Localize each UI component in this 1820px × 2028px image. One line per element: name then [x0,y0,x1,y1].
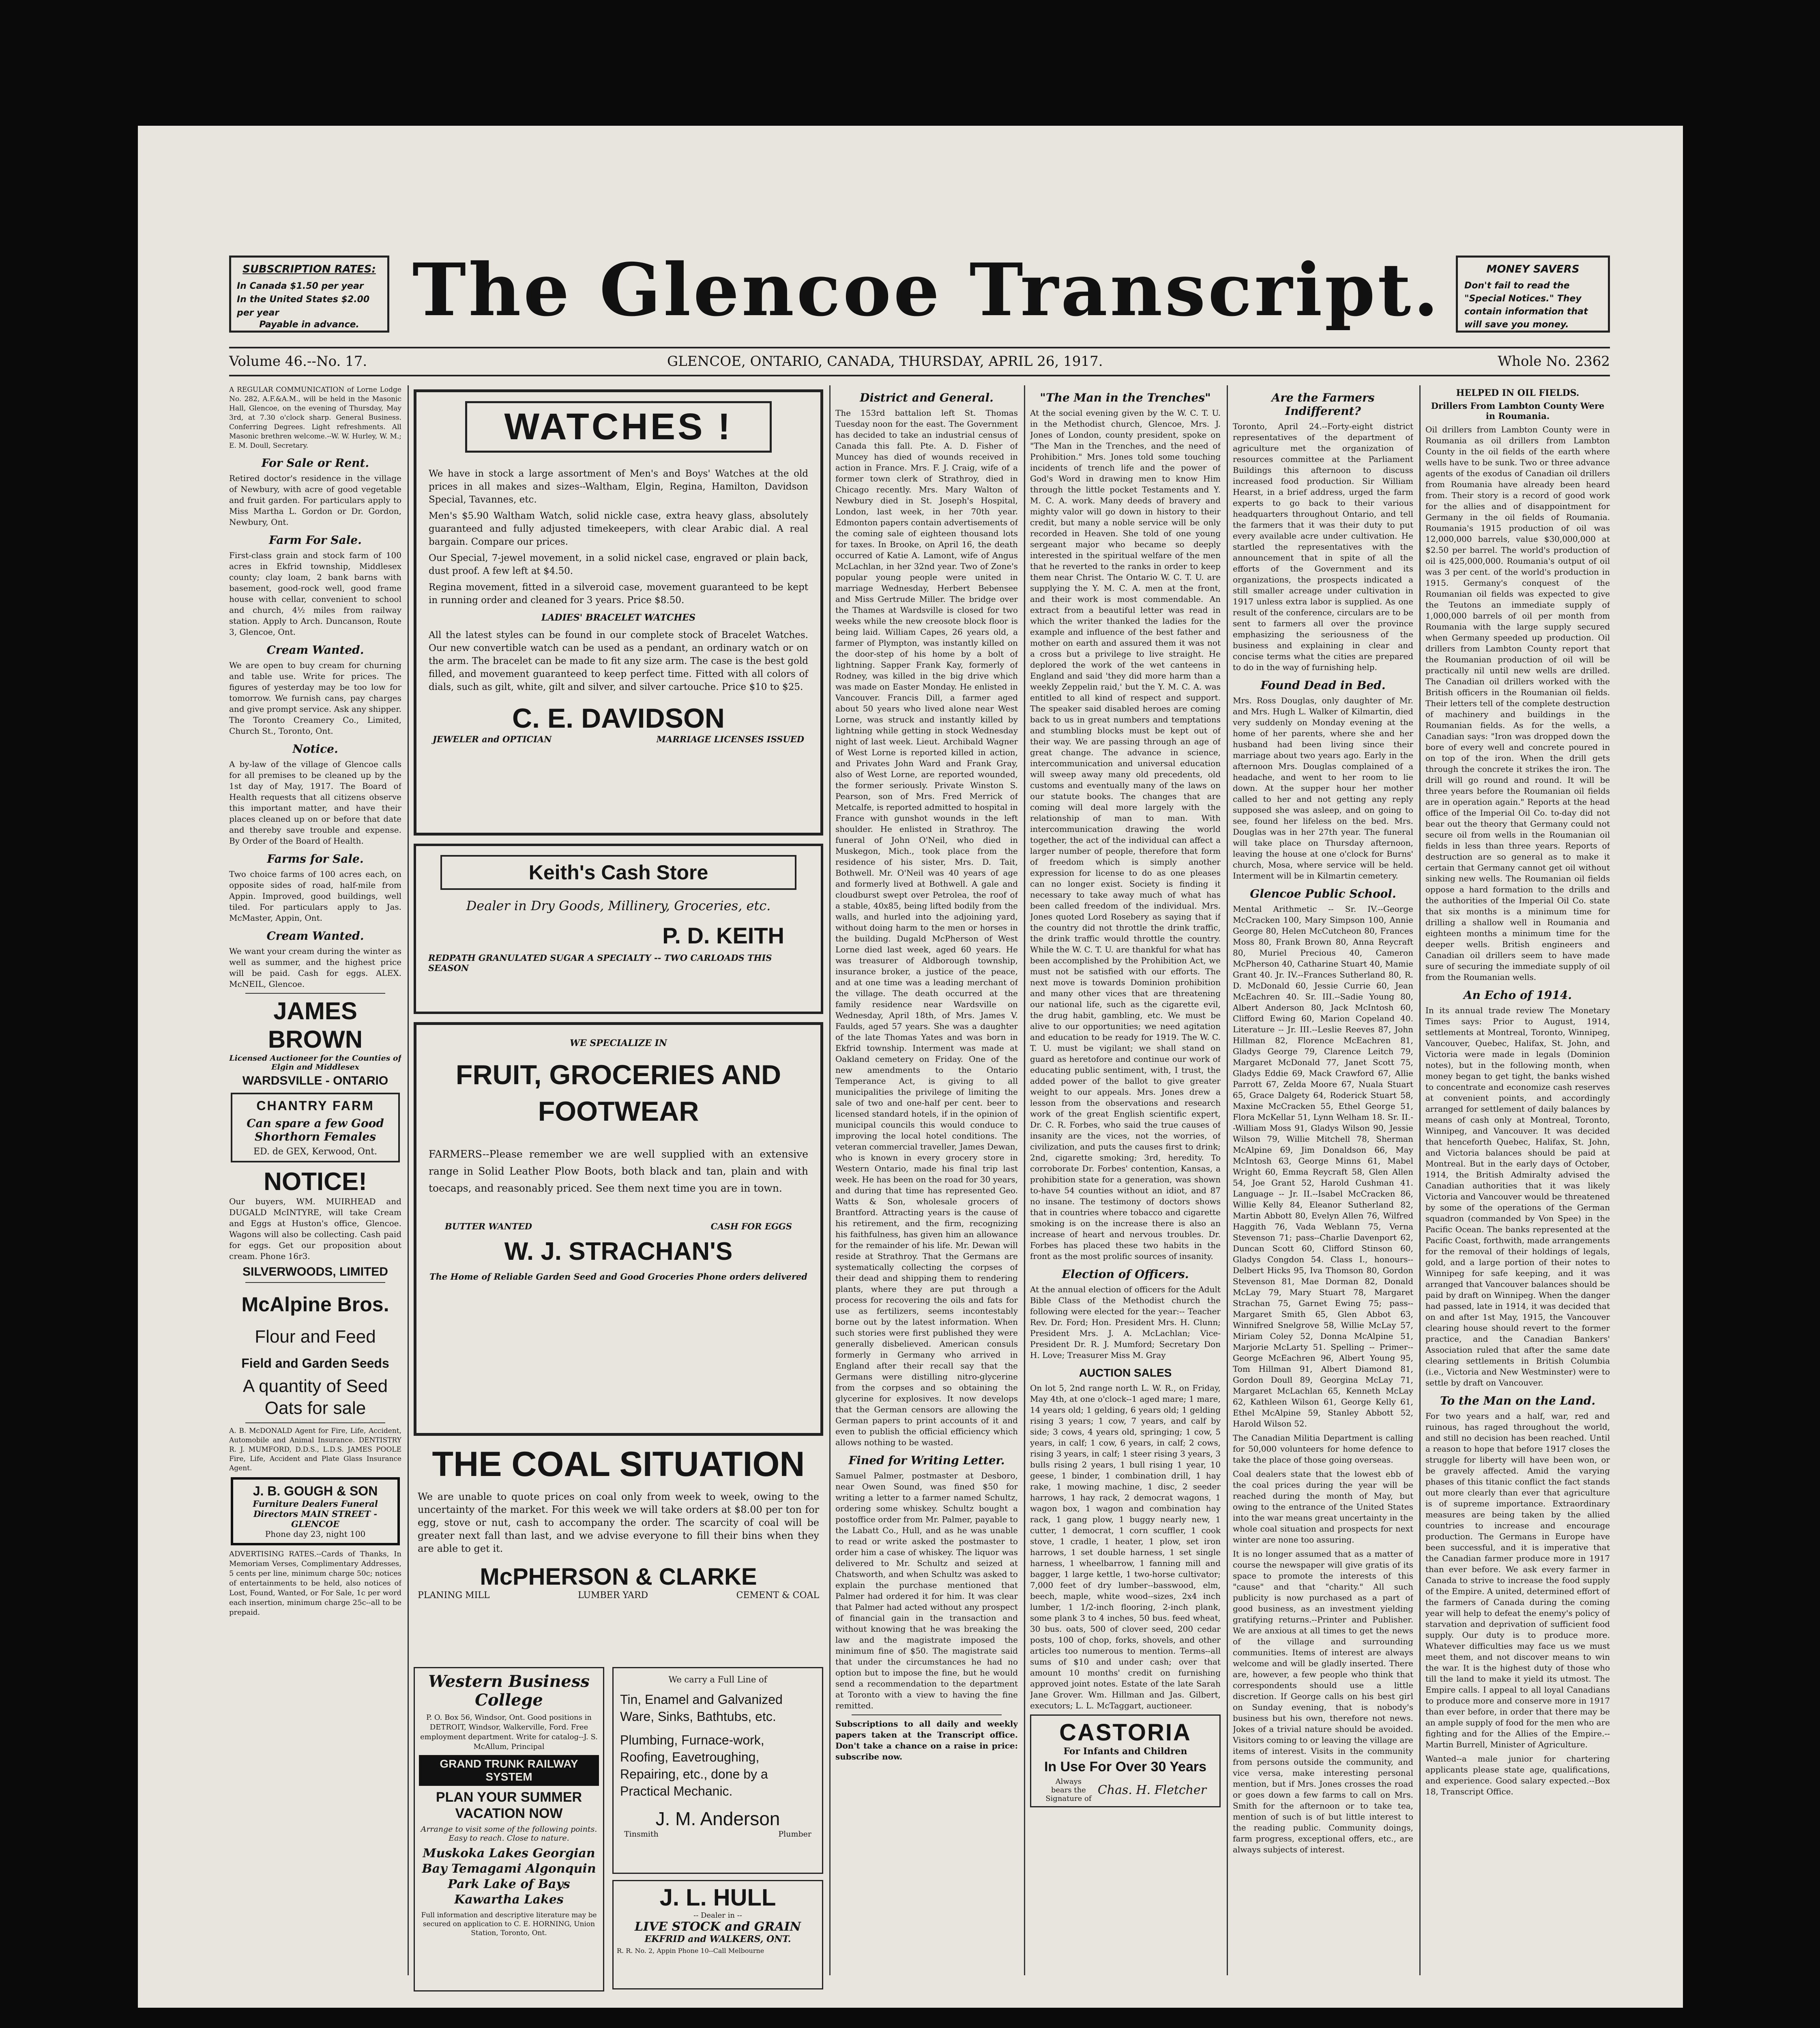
gough-box [231,1477,400,1545]
trenches-heading: "The Man in the Trenches" [1040,391,1211,404]
castoria-use: In Use For Over 30 Years [1044,1759,1207,1774]
helped-subheading: Drillers From Lambton County Were in Roumania. [1431,401,1605,421]
column-district-news [835,385,1018,1991]
mcalpine-seeds: Field and Garden Seeds [241,1356,389,1371]
mcpherson-lumber: LUMBER YARD [577,1590,648,1600]
hull-dealer: -- Dealer in -- [693,1911,742,1920]
butter-wanted: BUTTER WANTED [445,1221,532,1231]
echo-heading: An Echo of 1914. [1463,988,1572,1002]
notice-big-body: Our buyers, WM. MUIRHEAD and DUGALD McINTYRE, will take Cream and Eggs at Huston's office, Glencoe. Wagons will also be collecting. Cash paid for eggs. Get our proposition about cream. Phone 16r3. [229,1197,401,1261]
vacation-heading: PLAN YOUR SUMMER VACATION NOW [436,1790,582,1821]
helped-body: Oil drillers from Lambton County were in Roumania as oil drillers from Lambton County in the oil fields of the earth where wells have to be sunk. Two or three advance agents of the exodus of Canadian oil drillers from Roumania have already been heard from. Their story is a record of good work for the allies and of disappointment for Germany in the oil fields of Roumania. Roumania's 1915 production of oil was 12,000,000 barrels, value $30,000,000 at $2.50 per barrel. The world's production of oil is 425,000,000. Roumania's output of oil was 3 per cent. of the world's production in 1915. Germany's conquest of the Roumanian oil fields was expected to give the Teutons an immediate supply of 1,000,000 barrels of oil per month from Roumania with the large supply secured when Germany speeded up production. Oil drillers from Lambton County report that the Roumanian production of oil will be practically nil until new wells are drilled. The Canadian oil drillers worked with the British officers in the Roumanian oil fields. Their letters tell of the complete destruction of machinery and buildings in the Roumanian fields. As for the wells, a Canadian says: "Iron was dropped down the bore of every well and concrete poured in on top of the iron. When the drill gets through the concrete it strikes the iron. The drill will go round and round. It will be three years before the Roumanian oil fields are in operation again." Reports at the head office of the Imperial Oil Co. to-day did not bear out the theory that Germany could not secure oil from wells in the Roumanian oil fields in less than three years. Reports of destruction are so general as to make it certain that Germany cannot get oil without sinking new wells. The Roumanian oil fields oppose a hard formation to the drills and the authorities of the Imperial Oil Co. state that six months is a minimum time for drilling a shallow well in Roumania and eighteen months a minimum time for the deeper wells. British engineers and Canadian oil drillers seem to have made sure of securing the immediate supply of oil from the Roumanian wells. [1425,425,1610,982]
chantry-signature: ED. de GEX, Kerwood, Ont. [253,1147,378,1157]
keith-ad [414,844,823,1014]
election-heading: Election of Officers. [1062,1268,1189,1281]
column-rule [1024,385,1025,1975]
cream-body: We are open to buy cream for churning and table use. Write for prices. The figures of yesterday may be too low for tomorrow. We furnish cans, pay charges and give prompt service. Ask any shipper. The Toronto Creamery Co., Limited, Church St., Toronto, Ont. [229,660,401,736]
tin-body: Tin, Enamel and Galvanized Ware, Sinks, Bathtubs, etc. [620,1692,783,1724]
hull-place: EKFRID and WALKERS, ONT. [644,1934,791,1944]
gough-phone: Phone day 23, night 100 [265,1529,366,1539]
found-dead-body: Mrs. Ross Douglas, only daughter of Mr. and Mrs. Hugh L. Walker of Kilmartin, died very suddenly on Monday evening at the home of her parents, where she and her husband had been living since their marriage about two years ago. Early in the afternoon Mrs. Douglas complained of a headache, and went to her room to lie down. At the supper hour her mother called to her and not getting any reply supposed she was asleep, and on going to see, found her lifeless on the bed. Mrs. Douglas was in her 27th year. The funeral will take place on Thursday afternoon, leaving the house at one o'clock for Burns' church, Mosa, where service will be held. Interment will be in Kilmartin cemetery. [1233,696,1413,881]
davidson-jeweler: JEWELER and OPTICIAN [433,734,552,744]
newspaper-title: The Glencoe Transcript. [412,247,1441,332]
castoria-ad [1030,1714,1221,1807]
notice-big-heading: NOTICE! [264,1168,367,1196]
anderson-plumber: Plumber [778,1830,811,1839]
subscribe-notice: Subscriptions to all daily and weekly papers taken at the Transcript office. Don't take a chance on a raise in price: subscribe now. [835,1719,1018,1762]
chantry-sub: Can spare a few Good Shorthorn Females [247,1117,384,1143]
date-place: GLENCOE, ONTARIO, CANADA, THURSDAY, APRIL 26, 1917. [667,353,1103,370]
mcpherson-planing: PLANING MILL [418,1590,490,1600]
keith-sugar: REDPATH GRANULATED SUGAR A SPECIALTY -- TWO CARLOADS THIS SEASON [428,953,772,973]
column-farmers [1233,385,1413,1991]
for-sale-body: Retired doctor's residence in the village of Newbury, with acre of good vegetable and fruit garden. For particulars apply to Miss Martha L. Gordon or Dr. Gordon, Newbury, Ont. [229,473,401,527]
mcalpine-name: McAlpine Bros. [241,1293,389,1316]
keith-heading: Keith's Cash Store [440,855,796,890]
mcalpine-oats: A quantity of Seed Oats for sale [243,1376,388,1418]
subscription-line-canada: In Canada $1.50 per year [237,281,364,291]
gtr-banner: GRAND TRUNK RAILWAY SYSTEM [419,1755,599,1786]
farmers-indifferent-heading: Are the Farmers Indifferent? [1271,391,1375,418]
district-heading: District and General. [860,391,994,404]
keith-name: P. D. KEITH [662,923,784,948]
farm-heading: Farm For Sale. [269,533,362,547]
davidson-sub [429,734,808,744]
echo-body: In its annual trade review The Monetary Times says: Prior to August, 1914, settlements at Montreal, Toronto, Winnipeg, Vancouver, Quebec, Halifax, St. John, and Victoria were made in legals (Dominion notes), but in the following month, when money began to get tight, the banks wished to concentrate and economize cash reserves at convenient points, and accordingly arranged for settlement of daily balances by means of cash only at Montreal, Toronto, Winnipeg, and Vancouver. It was decided that henceforth Quebec, Halifax, St. John, and Victoria balances should be paid at Montreal. But in the early days of October, 1914, the British Admiralty advised the Canadian authorities that it was likely Victoria and Vancouver would be threatened by some of the operations of the German squadron (commanded by Von Spee) in the Pacific Ocean. The banks represented at the Pacific Coast, forthwith, made arrangements for the removal of their holdings of legals, gold, and a large portion of their notes to Winnipeg for safe keeping, and it was arranged that Vancouver balances should be paid by draft on Winnipeg. When the danger had passed, late in 1914, it was decided that on and after 1st May, 1915, the Vancouver clearing house should revert to the former practice, and the Canadian Bankers' Association ruled that after the same date clearing settlements in British Columbia (i.e., Victoria and New Westminster) were to settle by draft on Vancouver. [1425,1005,1610,1388]
james-brown-sub: Licensed Auctioneer for the Counties of Elgin and Middlesex [229,1054,401,1072]
anderson-ad [612,1667,823,1874]
mcpherson-sub [414,1590,823,1600]
divider [245,1422,385,1423]
gough-name: J. B. GOUGH & SON [253,1484,378,1498]
tin-heading: We carry a Full Line of [668,1675,767,1684]
subscription-heading: SUBSCRIPTION RATES: [243,263,376,275]
strachan-sub: The Home of Reliable Garden Seed and Good Groceries Phone orders delivered [429,1272,807,1282]
silverwoods: SILVERWOODS, LIMITED [243,1265,388,1278]
column-classifieds [229,385,401,1991]
found-dead-heading: Found Dead in Bed. [1260,679,1386,692]
column-rule [829,385,831,1975]
james-brown-place: WARDSVILLE - ONTARIO [242,1074,388,1087]
farms-heading: Farms for Sale. [267,852,364,866]
mcpherson-name: McPHERSON & CLARKE [480,1564,757,1590]
notice-body: A by-law of the village of Glencoe calls for all premises to be cleaned up by the 1st day of May, 1917. The Board of Health requests that all citizens observe this important matter, and have their places cleaned up on or before that date and thereby save trouble and expense. By Order of the Board of Health. [229,759,401,846]
bracelet-body: All the latest styles can be found in our complete stock of Bracelet Watches. Our new convertible watch can be used as a pendant, an ordinary watch or on the arm. The bracelet can be made to fit any size arm. The case is the best gold filled, and movement guaranteed to keep perfect time. Fitted with all colors of dials, such as gilt, white, gilt and silver, and silver cartouche. Price $10 to $25. [429,630,808,692]
mcalpine-flour: Flour and Feed [255,1327,376,1347]
advertising-rates: ADVERTISING RATES.--Cards of Thanks, In Memoriam Verses, Complimentary Addresses, 5 cents per line, minimum charge 50c; notices of entertainments to be held, also notices of Lost, Found, Wanted, or For Sale, 1c per word each insertion, minimum charge 25c--all to be prepaid. [229,1550,401,1617]
vacation-body: Arrange to visit some of the following points. Easy to reach. Close to nature. [421,1825,597,1843]
column-oil-fields [1425,385,1610,1991]
subscription-line-advance: Payable in advance. [259,320,359,330]
election-body: At the annual election of officers for the Adult Bible Class of the Methodist church the following were elected for the year:-- Teacher Rev. Dr. Ford; Hon. President Mrs. H. Clunn; President Mrs. J. A. McLachlan; Vice-President Dr. R. J. Mumford; Secretary Don H. Love; Treasurer Miss M. Gray [1030,1285,1221,1360]
fined-body: Samuel Palmer, postmaster at Desboro, near Owen Sound, was fined $50 for writing a letter to a farmer named Schultz, ordering some whiskey. Schultz bought a postoffice order from Mr. Palmer, payable to the Labatt Co., Hull, and as he was unable to read or write asked the postmaster to order him a case of whiskey. The liquor was delivered to Mr. Schultz and seized at Chatsworth, and when Schultz was asked to explain the purchase mentioned that Palmer had ordered it for him. It was clear that Palmer had acted without any prospect of financial gain in the transaction and without knowing that he was breaking the law and the magistrate imposed the minimum fine of $50. The magistrate said that under the circumstances he had no option but to impose the fine, but he would send a recommendation to the department at Toronto with a view to having the fine remitted. [835,1471,1018,1710]
fruit-heading: FRUIT, GROCERIES AND FOOTWEAR [455,1059,781,1127]
subscription-box [229,256,389,333]
publicity-body: It is no longer assumed that as a matter of course the newspaper will give gratis of its space to promote the interests of this "cause" and that "charity." All such publicity is now purchased as a part of good business, as an investment yielding gratifying returns.--Printer and Publisher. We are anxious at all times to get the news of the village and surrounding communities. Items of interest are always welcome and will be gladly inserted. There are, however, a few people who think that correspondents should use a little discretion. If George calls on his best girl on Sunday evening, that is nobody's business but his own, therefore not news. Jokes of a trivial nature should be avoided. Visitors coming to or leaving the village are items of interest. Visits in the community from persons outside the community, and vice versa, make interesting personal mention, but if Mrs. Jones crosses the road or goes down a few farms to call on Mrs. Smith for the afternoon or to take tea, mention of such is of but little interest to the reading public. Community doings, farm progress, exceptional offers, etc., are always subjects of interest. [1233,1549,1413,1854]
school-body: Mental Arithmetic -- Sr. IV.--George McCracken 100, Mary Simpson 100, Annie George 80, Helen McCutcheon 80, Frances Moss 80, Frank Brown 80, Anna Reycraft 80, Muriel Precious 40, Cameron McPherson 40, Catharine Stuart 40, Mamie Grant 40. Jr. IV.--Frances Sutherland 80, R. D. McDonald 60, Jessie Currie 60, Jean McEachren 40. Sr. III.--Sadie Young 80, Albert Anderson 80, Jack McIntosh 60, Clifford Ewing 60, Marion Copeland 40. Literature -- Jr. III.--Leslie Reeves 87, John Hillman 82, Florence McEachren 81, Gladys George 79, Clarence Leitch 79, Margaret McDonald 77, Janet Scott 75, Gladys Eddie 69, Mack Crawford 67, Allie Parrott 67, Zelda Moore 67, Nuala Stuart 65, Grace Dalgety 64, Roderick Stuart 58, Maxine McCracken 55, Ethel George 51, Flora McKellar 51, Lynn Welham 18. Sr. II.--William Moss 91, Gladys Wilson 90, Jessie Wilson 79, Willie Mitchell 78, Sherman McAlpine 69, Jim Donaldson 66, May McIntosh 63, George Minns 61, Mabel Wright 60, Emma Reycraft 58, Glen Allen 54, Joe Grant 52, Harold Cushman 41. Language -- Jr. II.--Isabel McCracken 86, Willie Kelly 84, Eleanor Sutherland 82, Martin Abbott 80, Evelyn Allen 76, Wilfred Haggith 76, Vada Weblann 75, Verna Stevenson 71; pass--Charlie Davenport 62, Duncan Scott 60, Clifford Stinson 60, Gladys Congdon 54. Class I., honours--Delbert Hicks 95, Iva Thomson 80, Gordon Stevenson 81, Mae Dorman 82, Donald McLay 79, Mary Stuart 78, Margaret Strachan 75, Garnet Ewing 75; pass--Margaret Smith 65, Glen Abbot 63, Winnifred Snelgrove 58, Willie McLay 57, Miriam Coley 52, Donna McAlpine 51, Marjorie McLarty 51. Spelling -- Primer--George McEachren 96, Albert Young 95, Tom Hillman 91, Albert Diamond 81, Gordon Doull 89, Georgina McLay 71, Margaret McLachlan 65, Kenneth McLay 62, Kathleen Wilson 61, George Kelly 61, Ethel McAlpine 59, Stanley Abbott 52, Harold Wilson 52. [1233,904,1413,1429]
strachan-name: W. J. STRACHAN'S [504,1237,733,1265]
castoria-sub: For Infants and Children [1063,1746,1187,1757]
militia-body: The Canadian Militia Department is calling for 50,000 volunteers for home defence to take the place of those going overseas. [1233,1433,1413,1465]
bracelet-heading: LADIES' BRACELET WATCHES [541,612,695,623]
farms-body: Two choice farms of 100 acres each, on opposite sides of road, half-mile from Appin. Improved, good buildings, well tiled. For particulars apply to Jas. McMaster, Appin, Ont. [229,869,401,923]
castoria-signature-row [1034,1777,1216,1803]
land-body: For two years and a half, war, red and ruinous, has raged throughout the world, and still no decision has been reached. Until a reason to hope that before 1917 closes the struggle for liberty will have been won, or be gravely affected. Amid the varying phases of this titanic conflict the fact stands out more clearly than ever that agriculture is of supreme importance. Extraordinary measures are being taken by the allied countries to increase and encourage production. The Germans in Europe have been successful, and it is imperative that the Canadian farmer produce more in 1917 than ever before. We ask every farmer in Canada to strive to increase the food supply of the Empire. A united, determined effort of the farmers of Canada during the coming year will help to defeat the enemy's policy of starvation and deprivation of sufficient food supply. Our duty is to produce more. Whatever difficulties may face us we must meet them, and not discover means to win the war. It is the highest duty of those who till the land to make it yield its utmost. The Empire calls. I appeal to all loyal Canadians to produce more and conserve more in 1917 than ever before, in order that there may be an ample supply of food for the men who are fighting and for the Allies of the Empire.--Martin Burrell, Minister of Agriculture. [1425,1411,1610,1749]
auction-heading: AUCTION SALES [1079,1366,1172,1379]
school-heading: Glencoe Public School. [1250,887,1396,900]
volume-number: Volume 46.--No. 17. [229,353,367,370]
watches-heading: WATCHES ! [465,401,772,453]
masthead-rule-top [229,347,1610,348]
college-name: Western Business College [428,1672,590,1710]
divider [245,993,385,994]
divider [852,1714,1002,1715]
district-body: The 153rd battalion left St. Thomas Tuesday noon for the east. The Government has decided to take an industrial census of Canada this fall. Pte. A. D. Fisher of Muncey has died of wounds received in action in France. Mrs. F. J. Craig, wife of a former town clerk of Strathroy, died in Chicago recently. Mrs. Mary Walton of Newbury died in St. Joseph's Hospital, London, last week, in her 70th year. Edmonton papers contain advertisements of the coming sale of eighteen thousand lots for taxes. In Brooke, on April 16, the death occurred of Katie A. Lamont, wife of Angus McLachlan, in her 32nd year. Two of Zone's popular young people were united in marriage Wednesday, Herbert Bebensee and Miss Gertrude Miller. The bridge over the Thames at Wardsville is closed for two weeks while the new creosote block floor is being laid. William Capes, 26 years old, a farmer of Plympton, was instantly killed on the door-step of his home by a bolt of lightning. Sapper Frank Kay, formerly of Rodney, was killed in the big drive which was made on Easter Monday. He enlisted in Vancouver. Francis Dill, a farmer aged about 50 years who lived alone near West Lorne, was struck and instantly killed by lightning while getting in stock Wednesday night of last week. Lieut. Archibald Wagner of West Lorne is reported killed in action, and Privates John Ward and Frank Gray, also of West Lorne, are reported wounded, the former seriously. Private Winston S. Pearson, son of Mrs. Fred Merrick of Metcalfe, is reported admitted to hospital in France with gunshot wounds in the left shoulder. He enlisted in Strathroy. The funeral of John O'Neil, who died in Muskegon, Mich., took place from the residence of his sister, Mrs. D. Tait, Bothwell. Mr. O'Neil was 40 years of age and formerly lived at Bothwell. A gale and cloudburst swept over Petrolea, the roof of a stable, 40x85, being lifted bodily from the walls, and hurled into the adjoining yard, without doing harm to the men or horses in the building. Dugald McPherson of West Lorne died last week, aged 60 years. He was treasurer of Aldborough township, insurance broker, a justice of the peace, and at one time was a leading merchant of the village. The death occurred at the family residence near Wardsville on Wednesday, April 18th, of Mrs. James V. Faulds, aged 57 years. She was a daughter of the late Thomas Yates and was born in Ekfrid township. Interment was made at Oakland cemetery on Friday. One of the new amendments to the Ontario Temperance Act, is giving to all municipalities the privilege of limiting the sale of two and one-half per cent. beer to licensed standard hotels, if in the opinion of municipal councils this would conduce to improving the local hotel conditions. The veteran commercial traveller, James Dewan, who is known in every grocery store in Western Ontario, made his final trip last week. He has been on the road for 30 years, and during that time has represented Geo. Watts & Son, wholesale grocers of Brantford. Attracting years is the cause of his retirement, and the firm, recognizing his faithfulness, has given him an allowance for the remainder of his life. Mr. Dewan will reside at Strathroy. That the Germans are systematically collecting the corpses of their dead and shipping them to rendering plants, where they are put through a process for recovering the oils and fats for use as fertilizers, seems incontestably borne out by the latest information. When such stories were first published they were generally disbelieved. American consuls formerly in Germany who arrived in England after their recall say that the Germans were distilling nitro-glycerine from the corpses and so obtaining the glycerine for explosives. It now develops that the German censors are allowing the German papers to print accounts of it and even to publish the official efficiency which allows nothing to be wasted. [835,408,1018,1447]
college-body: P. O. Box 56, Windsor, Ont. Good positions in DETROIT, Windsor, Walkerville, Ford. Free employment department. Write for catalog--J. S. McAllum, Principal [420,1713,598,1751]
whole-number: Whole No. 2362 [1498,353,1610,370]
anderson-sub [620,1830,816,1839]
masthead-rule-bottom [229,375,1610,376]
james-brown-name: JAMES BROWN [268,997,363,1053]
coal-heading: THE COAL SITUATION [432,1445,805,1484]
money-savers-body: Don't fail to read the "Special Notices." They contain information that will save you money. [1464,281,1588,330]
college-gtr-ad [414,1667,604,1991]
mcpherson-cement: CEMENT & COAL [736,1590,819,1600]
farmers-indifferent-body: Toronto, April 24.--Forty-eight district representatives of the department of agriculture met the organization of resources committee at the Parliament Buildings this afternoon to discuss increased food production. Sir William Hearst, in a brief address, urged the farm experts to go back to their various headquarters throughout Ontario, and tell the farmers that it was their duty to put every available acre under cultivation. He startled the representatives with the announcement that in spite of all the efforts of the Government and its organizations, the prospects indicated a still smaller acreage under cultivation in 1917 unless extra labor is supplied. As one result of the conference, circulars are to be sent to farmers all over the province emphasizing the seriousness of the business and explaining in clear and concise terms what the cities are prepared to do in the way of furnishing help. [1233,421,1413,672]
cash-for-eggs: CASH FOR EGGS [710,1221,792,1231]
hull-name: J. L. HULL [659,1884,776,1911]
lodge-notice: A REGULAR COMMUNICATION of Lorne Lodge No. 282, A.F.&A.M., will be held in the Masonic Hall, Glencoe, on the evening of Thursday, May 3rd, at 7.30 o'clock sharp. General Business. Conferring Degrees. Light refreshments. All Masonic brethren welcome.--W. W. Hurley, W. M.; E. M. Doull, Secretary. [229,386,401,450]
helped-heading: HELPED IN OIL FIELDS. [1456,388,1580,398]
watches-para-3: Our Special, 7-jewel movement, in a solid nickel case, engraved or plain back, dust proof. A few left at $4.50. [429,553,808,576]
chantry-name: CHANTRY FARM [256,1098,374,1113]
davidson-name: C. E. DAVIDSON [512,703,725,734]
castoria-signature: Chas. H. Fletcher [1097,1783,1207,1797]
coal-body: We are unable to quote prices on coal only from week to week, owing to the uncertainty of the market. For this week we will take orders at $8.00 per ton for egg, stove or nut, cash to accompany the order. The scarcity of coal will be greater next fall than last, and we advise everyone to fill their bins when they are able to get it. [418,1491,819,1554]
money-savers-heading: MONEY SAVERS [1486,263,1580,275]
column-rule [408,385,409,1975]
hull-stock: LIVE STOCK and GRAIN [634,1920,801,1934]
newspaper-page [138,126,1683,2008]
notice-heading: Notice. [292,742,338,756]
wanted-body: Wanted--a male junior for chartering applicants please state age, qualifications, and experience. Good salary expected.--Box 18, Transcript Office. [1425,1754,1610,1796]
keith-sub: Dealer in Dry Goods, Millinery, Groceries, etc. [466,898,771,913]
divider [245,1282,385,1283]
davidson-licenses: MARRIAGE LICENSES ISSUED [656,734,804,744]
anderson-name: J. M. Anderson [655,1808,780,1829]
castoria-name: CASTORIA [1059,1719,1191,1746]
auction-body: On lot 5, 2nd range north L. W. R., on Friday, May 4th, at one o'clock--1 aged mare; 1 mare, 14 years old; 1 gelding, 6 years old; 1 gelding rising 3 years; 1 cow, 7 years, and calf by side; 3 cows, 4 years old, springing; 1 cow, 5 years, in calf; 1 cow, 6 years, in calf; 2 cows, rising 3 years, in calf; 1 steer rising 3 years, 3 bulls rising 2 years, 1 bull rising 1 year, 10 geese, 1 binder, 1 combination drill, 1 hay rake, 1 mowing machine, 1 disc, 2 seeder harrows, 1 hay rack, 2 democrat wagons, 1 wagon box, 1 wagon and combination hay rack, 1 gang plow, 1 buggy nearly new, 1 cutter, 1 democrat, 1 corn scuffler, 1 cook stove, 1 cradle, 1 heater, 1 plow, set iron harrows, 1 set double harness, 1 set single harness, 1 wheelbarrow, 1 fanning mill and bagger, 1 large kettle, 1 two-horse cultivator; 7,000 feet of dry lumber--basswood, elm, beech, maple, white wood--sizes, 2x4 inch lumber, 1 1/2-inch flooring, 2-inch plank, some plank 3 to 4 inches, 50 bus. feed wheat, 30 bus. oats, 500 of clover seed, 200 cedar posts, 100 of chop, forks, shovels, and other articles too numerous to mention. Terms--all sums of $10 and under cash; over that amount 10 months' credit on furnishing approved joint notes. Estate of the late Sarah Jane Grover. Wm. Hillman and Jas. Gilbert, executors; L. L. McTaggart, auctioneer. [1030,1383,1221,1710]
cream2-body: We want your cream during the winter as well as summer, and the highest price will be paid. Cash for eggs. ALEX. McNEIL, Glencoe. [229,946,401,989]
farm-body: First-class grain and stock farm of 100 acres in Ekfrid township, Middlesex county; clay loam, 2 bank barns with basement, good-rock well, good frame house with cellar, convenient to school and church, 4½ miles from railway station. Apply to Arch. Duncanson, Route 3, Glencoe, Ont. [229,550,401,637]
money-savers-box [1456,256,1610,333]
fined-heading: Fined for Writing Letter. [848,1454,1005,1467]
vacation-lakes: Muskoka Lakes Georgian Bay Temagami Algonquin Park Lake of Bays Kawartha Lakes [422,1846,596,1907]
plumbing-body: Plumbing, Furnace-work, Roofing, Eavetroughing, Repairing, etc., done by a Practical Mechanic. [620,1733,768,1798]
anderson-tinsmith: Tinsmith [624,1830,659,1839]
cream2-heading: Cream Wanted. [266,929,364,943]
specialize-label: WE SPECIALIZE IN [570,1038,667,1048]
farmers-body: FARMERS--Please remember we are well supplied with an extensive range in Solid Leather Plow Boots, both black and tan, plain and with toecaps, and reasonably priced. See them next time you are in town. [429,1148,808,1194]
gtr-footer: Full information and descriptive literature may be secured on application to C. E. HORNING, Union Station, Toronto, Ont. [421,1911,597,1937]
land-heading: To the Man on the Land. [1440,1394,1596,1407]
coal-dealers-body: Coal dealers state that the lowest ebb of the coal prices during the year will be reached during the month of May, but owing to the entrance of the United States into the war means great uncertainty in the whole coal situation and prospects for next winter are none too assuring. [1233,1469,1413,1545]
column-rule [1419,385,1421,1975]
trenches-body: At the social evening given by the W. C. T. U. in the Methodist church, Glencoe, Mrs. J. Jones of London, county president, spoke on "The Man in the Trenches, and the need of Prohibition." Mrs. Jones told some touching incidents of trench life and the power of God's Word in drawing men to know Him through the little pocket Testaments and Y. M. C. A. work. Many deeds of bravery and mighty valor will go down in history to their credit, but many a noble service will be only recorded in Heaven. She told of one young sergeant major who became so deeply interested in the spiritual welfare of the men that he reverted to the ranks in order to keep them near Christ. The Ontario W. C. T. U. are supplying the Y. M. C. A. men at the front, and their work is most commendable. An extract from a beautiful letter was read in which the writer thanked the ladies for the example and influence of the best father and mother on earth and assured them it was not a cross but a privilege to live straight. He deplored the work of the wet canteens in England and said 'they did more harm than a weekly Zeppelin raid,' but the Y. M. C. A. was entitled to all kind of respect and support. The speaker said disabled heroes are coming back to us in great numbers and temptations and stumbling blocks must be kept out of their way. We are passing through an age of great change. The advance in science, intercommunication and universal education will sweep away many old precedents, old customs and eventually many of the laws on our statute books. The changes that are coming will deal more largely with the relationship of man to man. With intercommunication drawing the world together, the act of the individual can affect a larger number of people, therefore that form of freedom which is simply another expression for license to do as one pleases can no longer exist. Society is finding it necessary to take away much of what has been called freedom of the individual. Mrs. Jones quoted Lord Rosebery as saying that if the country did not throttle the drink traffic, the drink traffic would throttle the country. While the W. C. T. U. are thankful for what has been accomplished by the Prohibition Act, we must not be satisfied with our efforts. The next move is towards Dominion prohibition and many other vices that are threatening our national life, such as the cigarette evil, the drug habit, gambling, etc. We must be alive to our opportunities; we need agitation and education to be ready for 1919. The W. C. T. U. must be vigilant; we shall stand on guard as heretofore and continue our work of educating public sentiment, with, I trust, the added power of the ballot to give greater weight to our appeals. Mrs. Jones drew a lesson from the observations and research work of the great English scientific expert, Dr. C. R. Forbes, who said the true causes of insanity are the vices, not the worries, of civilization, and puts the causes first to drink; 2nd, cigarette smoking; 3rd, heredity. To corroborate Dr. Forbes' contention, Kansas, a prohibition state for a generation, was shown to-have 54 counties without an idiot, and 87 no insane. The testimony of doctors shows that in countries where tobacco and cigarette smoking is on the increase there is also an increase of heart and nervous troubles. Dr. Forbes has placed these two habits in the front as the most prolific sources of insanity. [1030,408,1221,1261]
watches-para-2: Men's $5.90 Waltham Watch, solid nickle case, extra heavy glass, absolutely guaranteed and fully adjusted timekeepers, with clear Arabic dial. A real bargain. Compare our prices. [429,511,808,547]
butter-eggs-row [429,1221,808,1231]
subscription-line-us: In the United States $2.00 per year [237,294,370,318]
castoria-bears: Always bears the Signature of [1045,1777,1092,1803]
hull-phone: R. R. No. 2, Appin Phone 10--Call Melbourne [617,1947,764,1955]
coal-ad [414,1444,823,1663]
dateline [229,350,1610,374]
column-trenches [1030,385,1221,1991]
watches-para-4: Regina movement, fitted in a silveroid case, movement guaranteed to be kept in running order and cleaned for 3 years. Price $8.50. [429,582,808,606]
column-rule [1227,385,1228,1975]
business-cards: A. B. McDONALD Agent for Fire, Life, Accident, Automobile and Animal Insurance. DENTISTRY R. J. MUMFORD, D.D.S., L.D.S. JAMES POOLE Fire, Life, Accident and Plate Glass Insurance Agent. [229,1427,401,1472]
chantry-box [231,1093,400,1162]
watches-ad [414,389,823,836]
strachan-ad [414,1022,823,1436]
cream-heading: Cream Wanted. [266,643,364,657]
watches-para-1: We have in stock a large assortment of Men's and Boys' Watches at the old prices in all makes and sizes--Waltham, Elgin, Regina, Hamilton, Davidson Special, Tavannes, etc. [429,468,808,505]
gough-sub: Furniture Dealers Funeral Directors MAIN STREET - GLENCOE [253,1499,378,1529]
for-sale-heading: For Sale or Rent. [261,456,369,470]
hull-ad [612,1880,823,1989]
